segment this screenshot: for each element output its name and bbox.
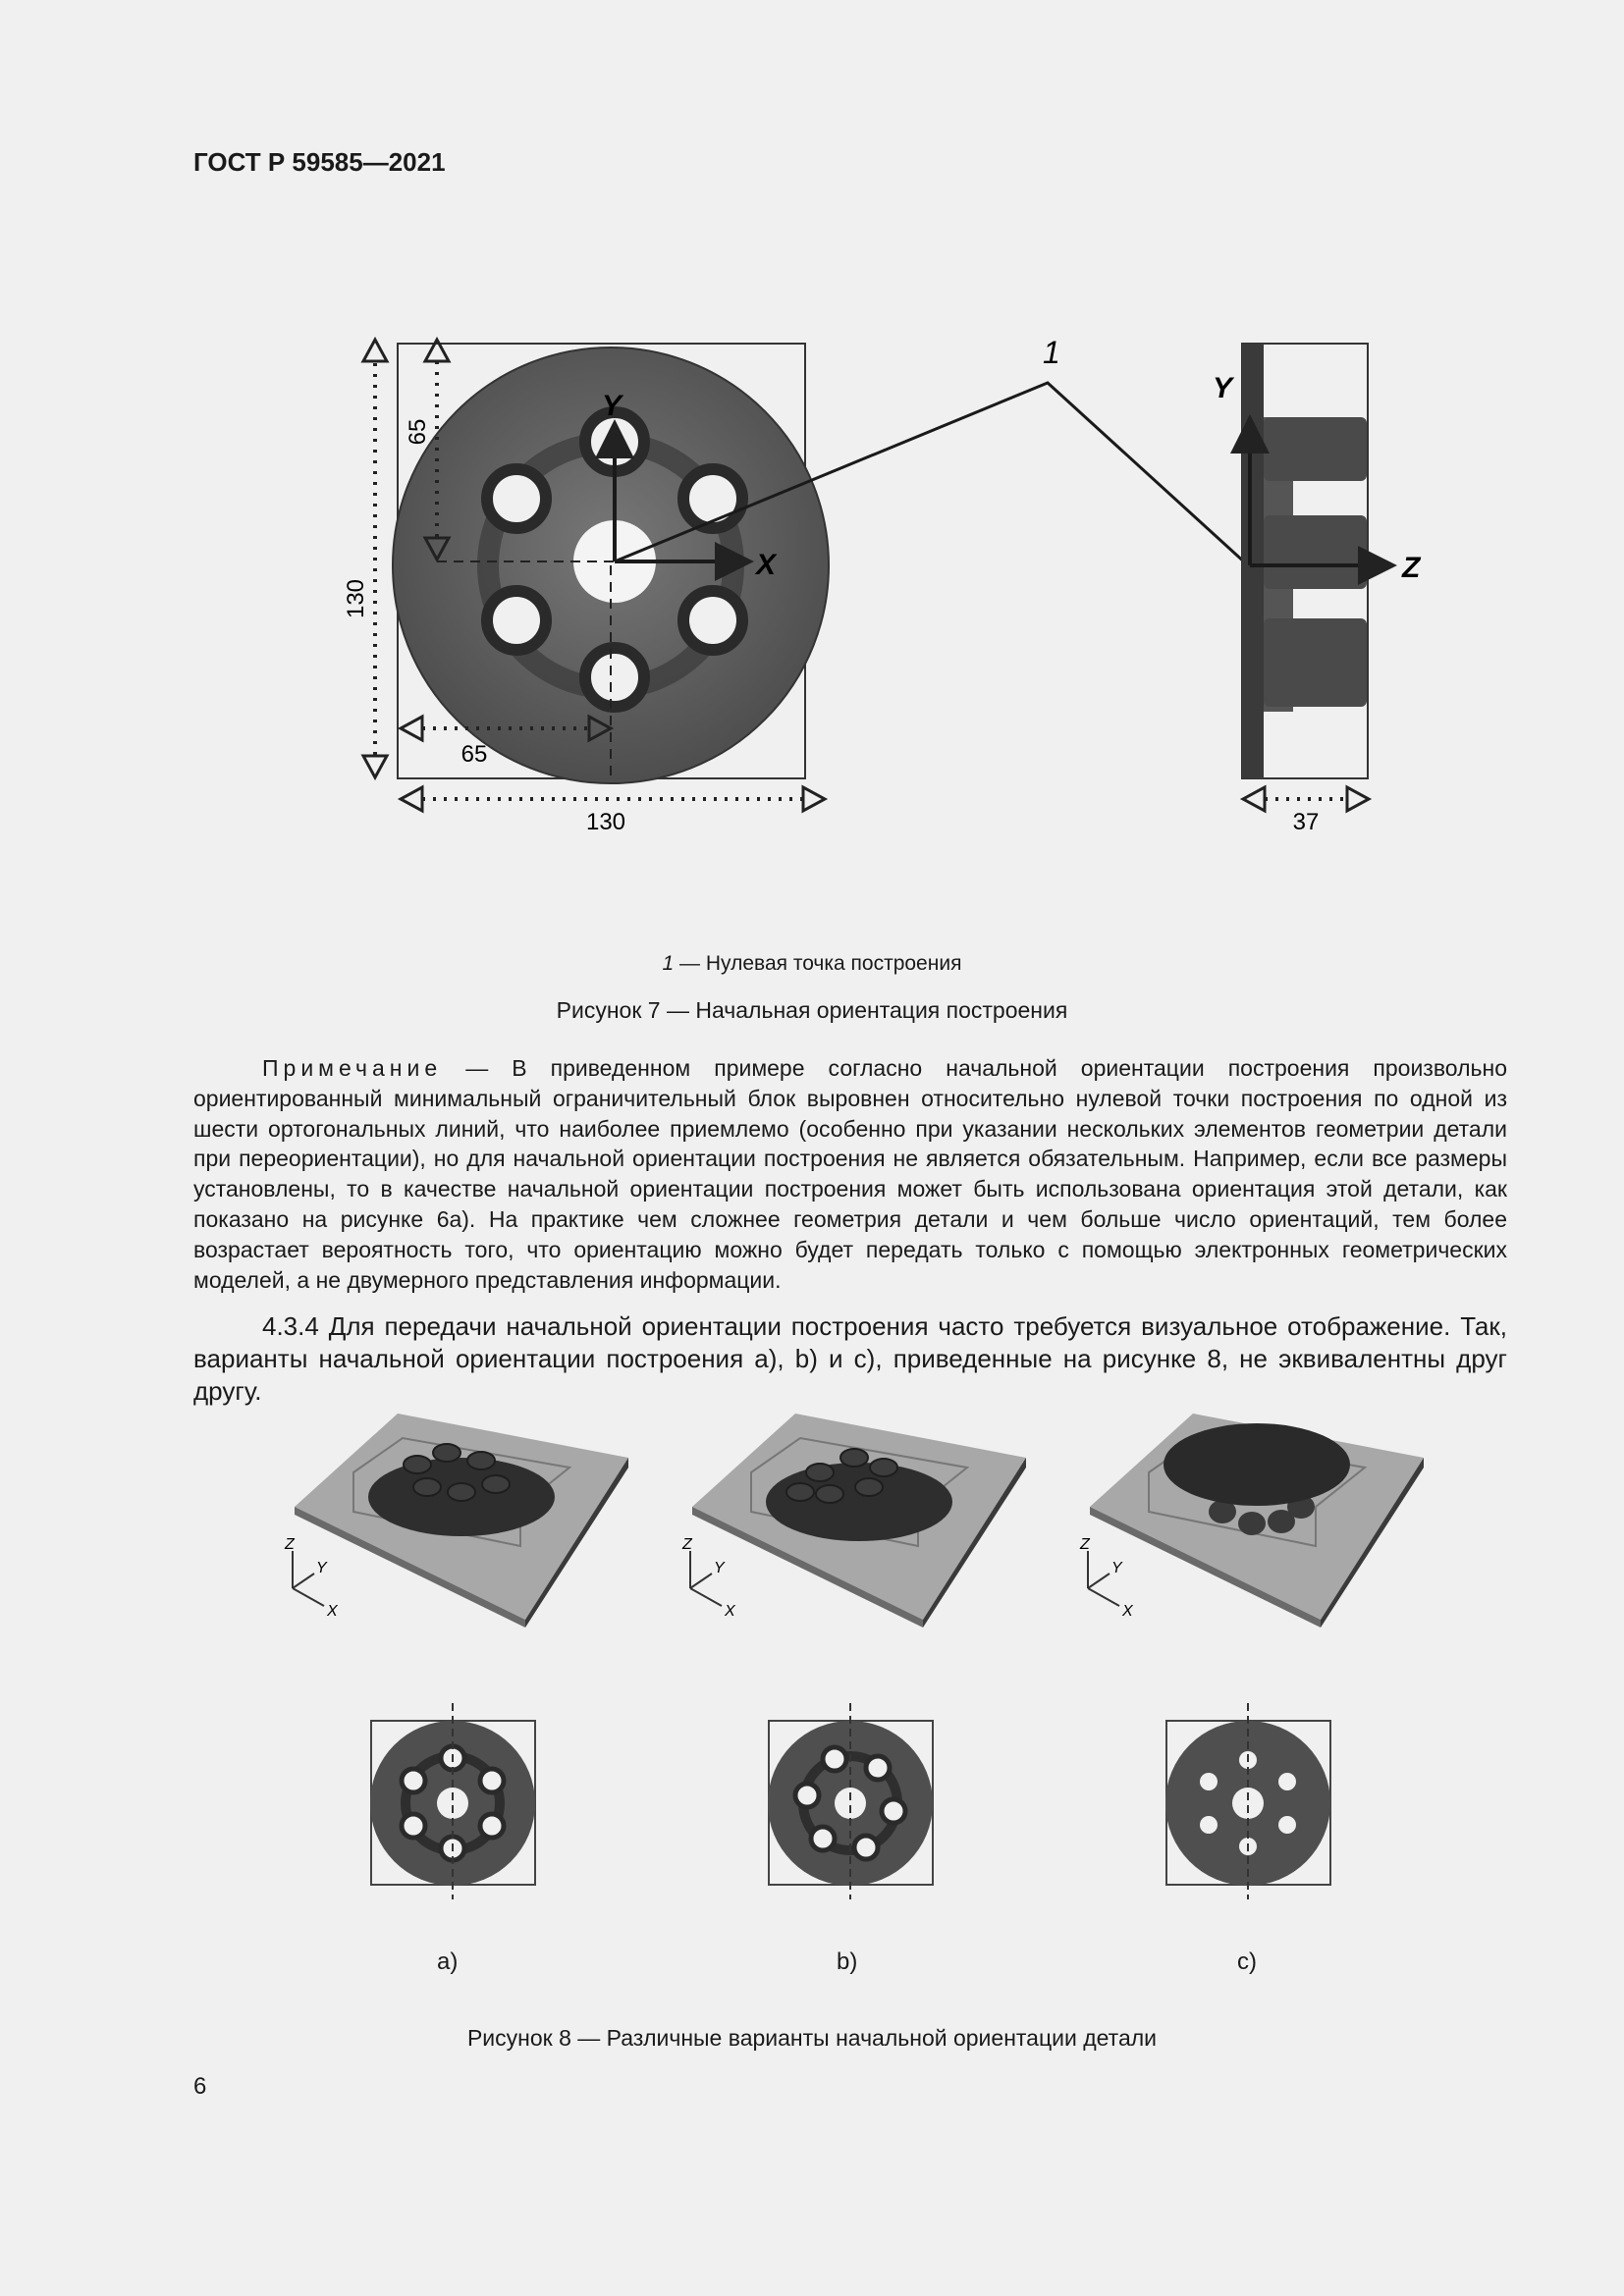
legend-text: — Нулевая точка построения	[674, 952, 962, 975]
legend-number: 1	[662, 952, 675, 975]
figure-8-caption: Рисунок 8 — Различные варианты начальной ориентации детали	[466, 2025, 1158, 2051]
variant-label-c: c)	[1237, 1949, 1257, 1975]
iso-view-a	[285, 1414, 648, 1625]
dim-label-37: 37	[1292, 809, 1320, 835]
iso-view-b	[682, 1414, 1046, 1625]
figure-7-drawing	[324, 324, 1421, 874]
z-axis-label-side: Z	[1402, 552, 1421, 584]
variant-label-a: a)	[437, 1949, 459, 1975]
dim-label-130-horizontal: 130	[585, 809, 626, 835]
svg-text:Z: Z	[285, 1536, 295, 1553]
svg-text:Z: Z	[1080, 1536, 1090, 1553]
side-plate	[1242, 344, 1264, 778]
dim-label-65-horizontal: 65	[460, 741, 488, 768]
dim-label-65-vertical: 65	[405, 418, 431, 446]
top-view-a	[368, 1703, 540, 1899]
variant-label-b: b)	[837, 1949, 858, 1975]
x-axis-label-front: X	[756, 549, 777, 581]
svg-text:X: X	[1122, 1603, 1133, 1620]
figure-7-legend	[0, 952, 1624, 976]
document-header: ГОСТ Р 59585—2021	[193, 147, 446, 177]
note-paragraph	[193, 1053, 1507, 1295]
note-label: Примечание	[262, 1055, 443, 1081]
svg-text:Y: Y	[316, 1560, 327, 1576]
callout-number: 1	[1043, 335, 1060, 370]
note-text: — В приведенном примере согласно начальной ориентации построения произвольно ориентированный минимальный ограничительный блок выровнен относительно нулевой точки построения по одной из шести ортогональных линий, что наиболее приемлемо (особенно при указании нескольких элементов геометрии детали при переориентации), но для начальной ориентации построения не является обязательным. Например, если все размеры установлены, то в качестве начальной ориентации построения может быть использована ориентация этой детали, как показано на рисунке 6а). На практике чем сложнее геометрия детали и чем больше число ориентаций, тем более возрастает вероятность того, что ориентацию можно будет передать только с помощью электронных геометрических моделей, а не двумерного представления информации.	[193, 1055, 1507, 1293]
svg-text:X: X	[327, 1603, 338, 1620]
svg-text:Z: Z	[682, 1536, 692, 1553]
top-view-b	[766, 1703, 938, 1899]
iso-view-c	[1080, 1414, 1443, 1625]
y-axis-label-front: Y	[602, 390, 623, 422]
svg-text:Y: Y	[714, 1560, 725, 1576]
top-view-c	[1164, 1703, 1335, 1899]
paragraph-4-3-4	[193, 1310, 1507, 1408]
svg-text:Y: Y	[1111, 1560, 1122, 1576]
paragraph-text: 4.3.4 Для передачи начальной ориентации построения часто требуется визуальное отображение. Так, варианты начальной ориентации построения а), b) и с), приведенные на рисунке 8, не эквивалентны друг другу.	[193, 1311, 1507, 1406]
y-axis-label-side: Y	[1213, 372, 1233, 404]
page-number: 6	[193, 2073, 207, 2100]
dim-label-130-vertical: 130	[343, 578, 369, 619]
figure-7-caption: Рисунок 7 — Начальная ориентация построения	[556, 997, 1068, 1023]
svg-text:X: X	[725, 1603, 735, 1620]
